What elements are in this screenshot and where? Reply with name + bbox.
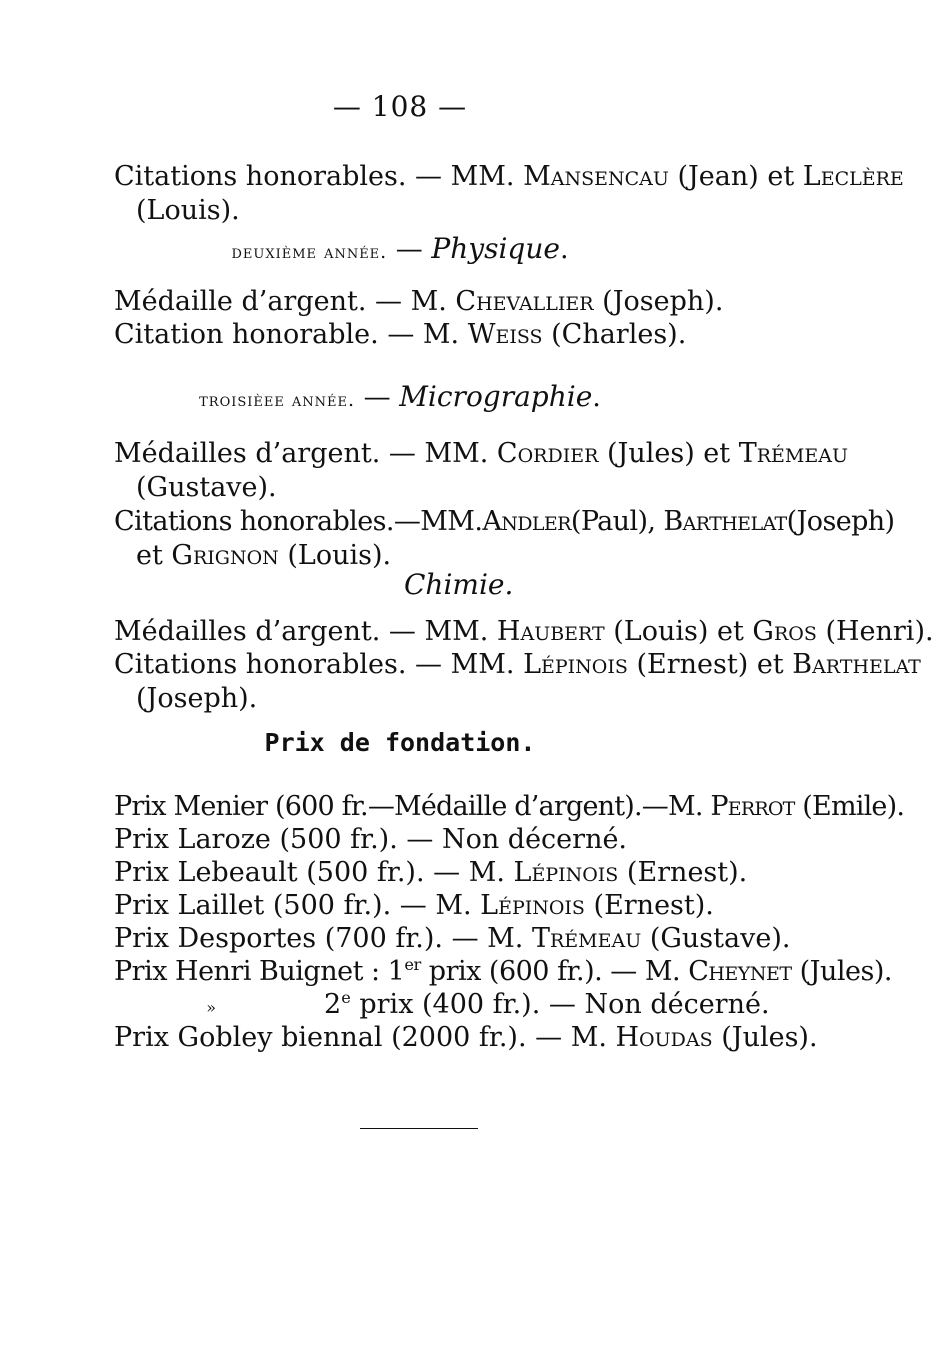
medailles-argent-chimie: Médailles d’argent. — MM. Haubert (Louis) et Gros (Henri).	[114, 616, 934, 647]
medailles-argent-micrographie-cont: (Gustave).	[136, 472, 277, 503]
citations-chimie: Citations honorables. — MM. Lépinois (Ernest) et Barthelat	[114, 649, 921, 680]
prix-henri-buignet: Prix Henri Buignet : 1er prix (600 fr.). — M. Cheynet (Jules).	[114, 955, 892, 987]
medaille-argent-physique: Médaille d’argent. — M. Chevallier (Joseph).	[114, 286, 724, 317]
prix-henri-buignet-second: » 2e prix (400 fr.). — Non décerné.	[114, 988, 770, 1025]
prix-desportes: Prix Desportes (700 fr.). — M. Trémeau (Gustave).	[114, 923, 791, 954]
citations-chimie-cont: (Joseph).	[136, 683, 258, 714]
citations-line-1-cont: (Louis).	[136, 195, 240, 226]
section-heading-deuxieme-annee: deuxième année. — Physique.	[231, 232, 569, 265]
end-rule	[360, 1128, 478, 1129]
page-number: — 108 —	[332, 90, 468, 123]
ditto-mark: »	[206, 998, 216, 1017]
prix-lebeault: Prix Lebeault (500 fr.). — M. Lépinois (Ernest).	[114, 857, 748, 888]
citations-line-1: Citations honorables. — MM. Mansencau (Jean) et Leclère	[114, 161, 904, 192]
prix-laillet: Prix Laillet (500 fr.). — M. Lépinois (Ernest).	[114, 890, 714, 921]
prix-menier: Prix Menier (600 fr.—Médaille d’argent).—M. Perrot (Emile).	[114, 791, 905, 822]
citation-honorable-physique: Citation honorable. — M. Weiss (Charles).	[114, 319, 687, 350]
prix-de-fondation-title: Prix de fondation.	[264, 728, 536, 757]
citations-micrographie: Citations honorables.—MM.Andler(Paul), Barthelat(Joseph)	[114, 506, 895, 537]
prix-laroze: Prix Laroze (500 fr.). — Non décerné.	[114, 824, 628, 855]
citations-micrographie-cont: et Grignon (Louis).	[136, 540, 392, 571]
prix-gobley: Prix Gobley biennal (2000 fr.). — M. Houdas (Jules).	[114, 1022, 818, 1053]
section-heading-troisieme-annee: troisièee année. — Micrographie.	[199, 380, 601, 413]
subject-chimie: Chimie.	[404, 568, 514, 601]
medailles-argent-micrographie: Médailles d’argent. — MM. Cordier (Jules) et Trémeau	[114, 438, 848, 469]
